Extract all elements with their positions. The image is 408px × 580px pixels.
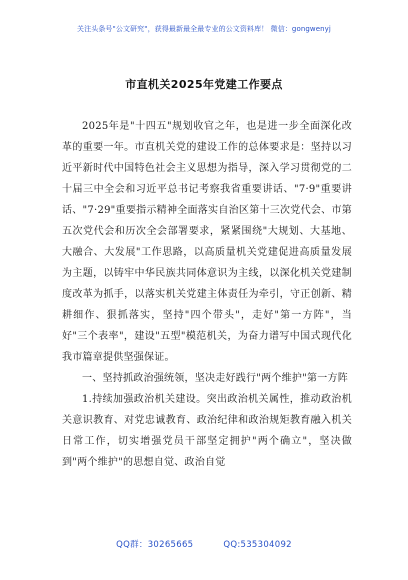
document-body: [62, 116, 352, 473]
header-notice: 关注头条号"公文研究"，获得最新最全最专业的公文资料库！ 微信：gongwenyj: [77, 25, 331, 33]
qq-number: QQ:535304092: [223, 540, 292, 550]
qq-group-number: QQ群：30265665: [116, 540, 194, 550]
page-title: 市直机关2025年党建工作要点: [125, 78, 283, 91]
intro-paragraph: 2025年是"十四五"规划收官之年，也是进一步全面深化改革的重要一年。市直机关党的建设工作的总体要求是：坚持以习近平新时代中国特色社会主义思想为指导，深入学习贯彻党的二十届三中全会和习近平总书记考察我省重要讲话、"7·9"重要讲话、"7·29"重要指示精神全面落实自治区第十三次党代会、市第五次党代会和历次全会部署要求，紧紧围绕"大规划、大基地、大融合、大发展"工作思路，以高质量机关党建促进高质量发展为主题，以铸牢中华民族共同体意识为主线，以深化机关党建制度改革为抓手，以落实机关党建主体责任为牵引，守正创新、精耕细作、狠抓落实，坚持"四个带头"，走好"第一方阵"，当好"三个表率"，建设"五型"模范机关，为奋力谱写中国式现代化我市篇章提供坚强保证。: [62, 121, 352, 363]
section-heading-1: 一、坚持抓政治强统领，坚决走好践行"两个维护"第一方阵: [82, 373, 348, 384]
item-paragraph-1: 1.持续加强政治机关建设。突出政治机关属性，推动政治机关意识教育、对党忠诚教育、政治纪律和政治规矩教育融入机关日常工作，切实增强党员干部坚定拥护"两个确立"，坚决做到"两个维护"的思想自觉、政治自觉: [62, 394, 352, 468]
footer-contact: [0, 538, 408, 550]
